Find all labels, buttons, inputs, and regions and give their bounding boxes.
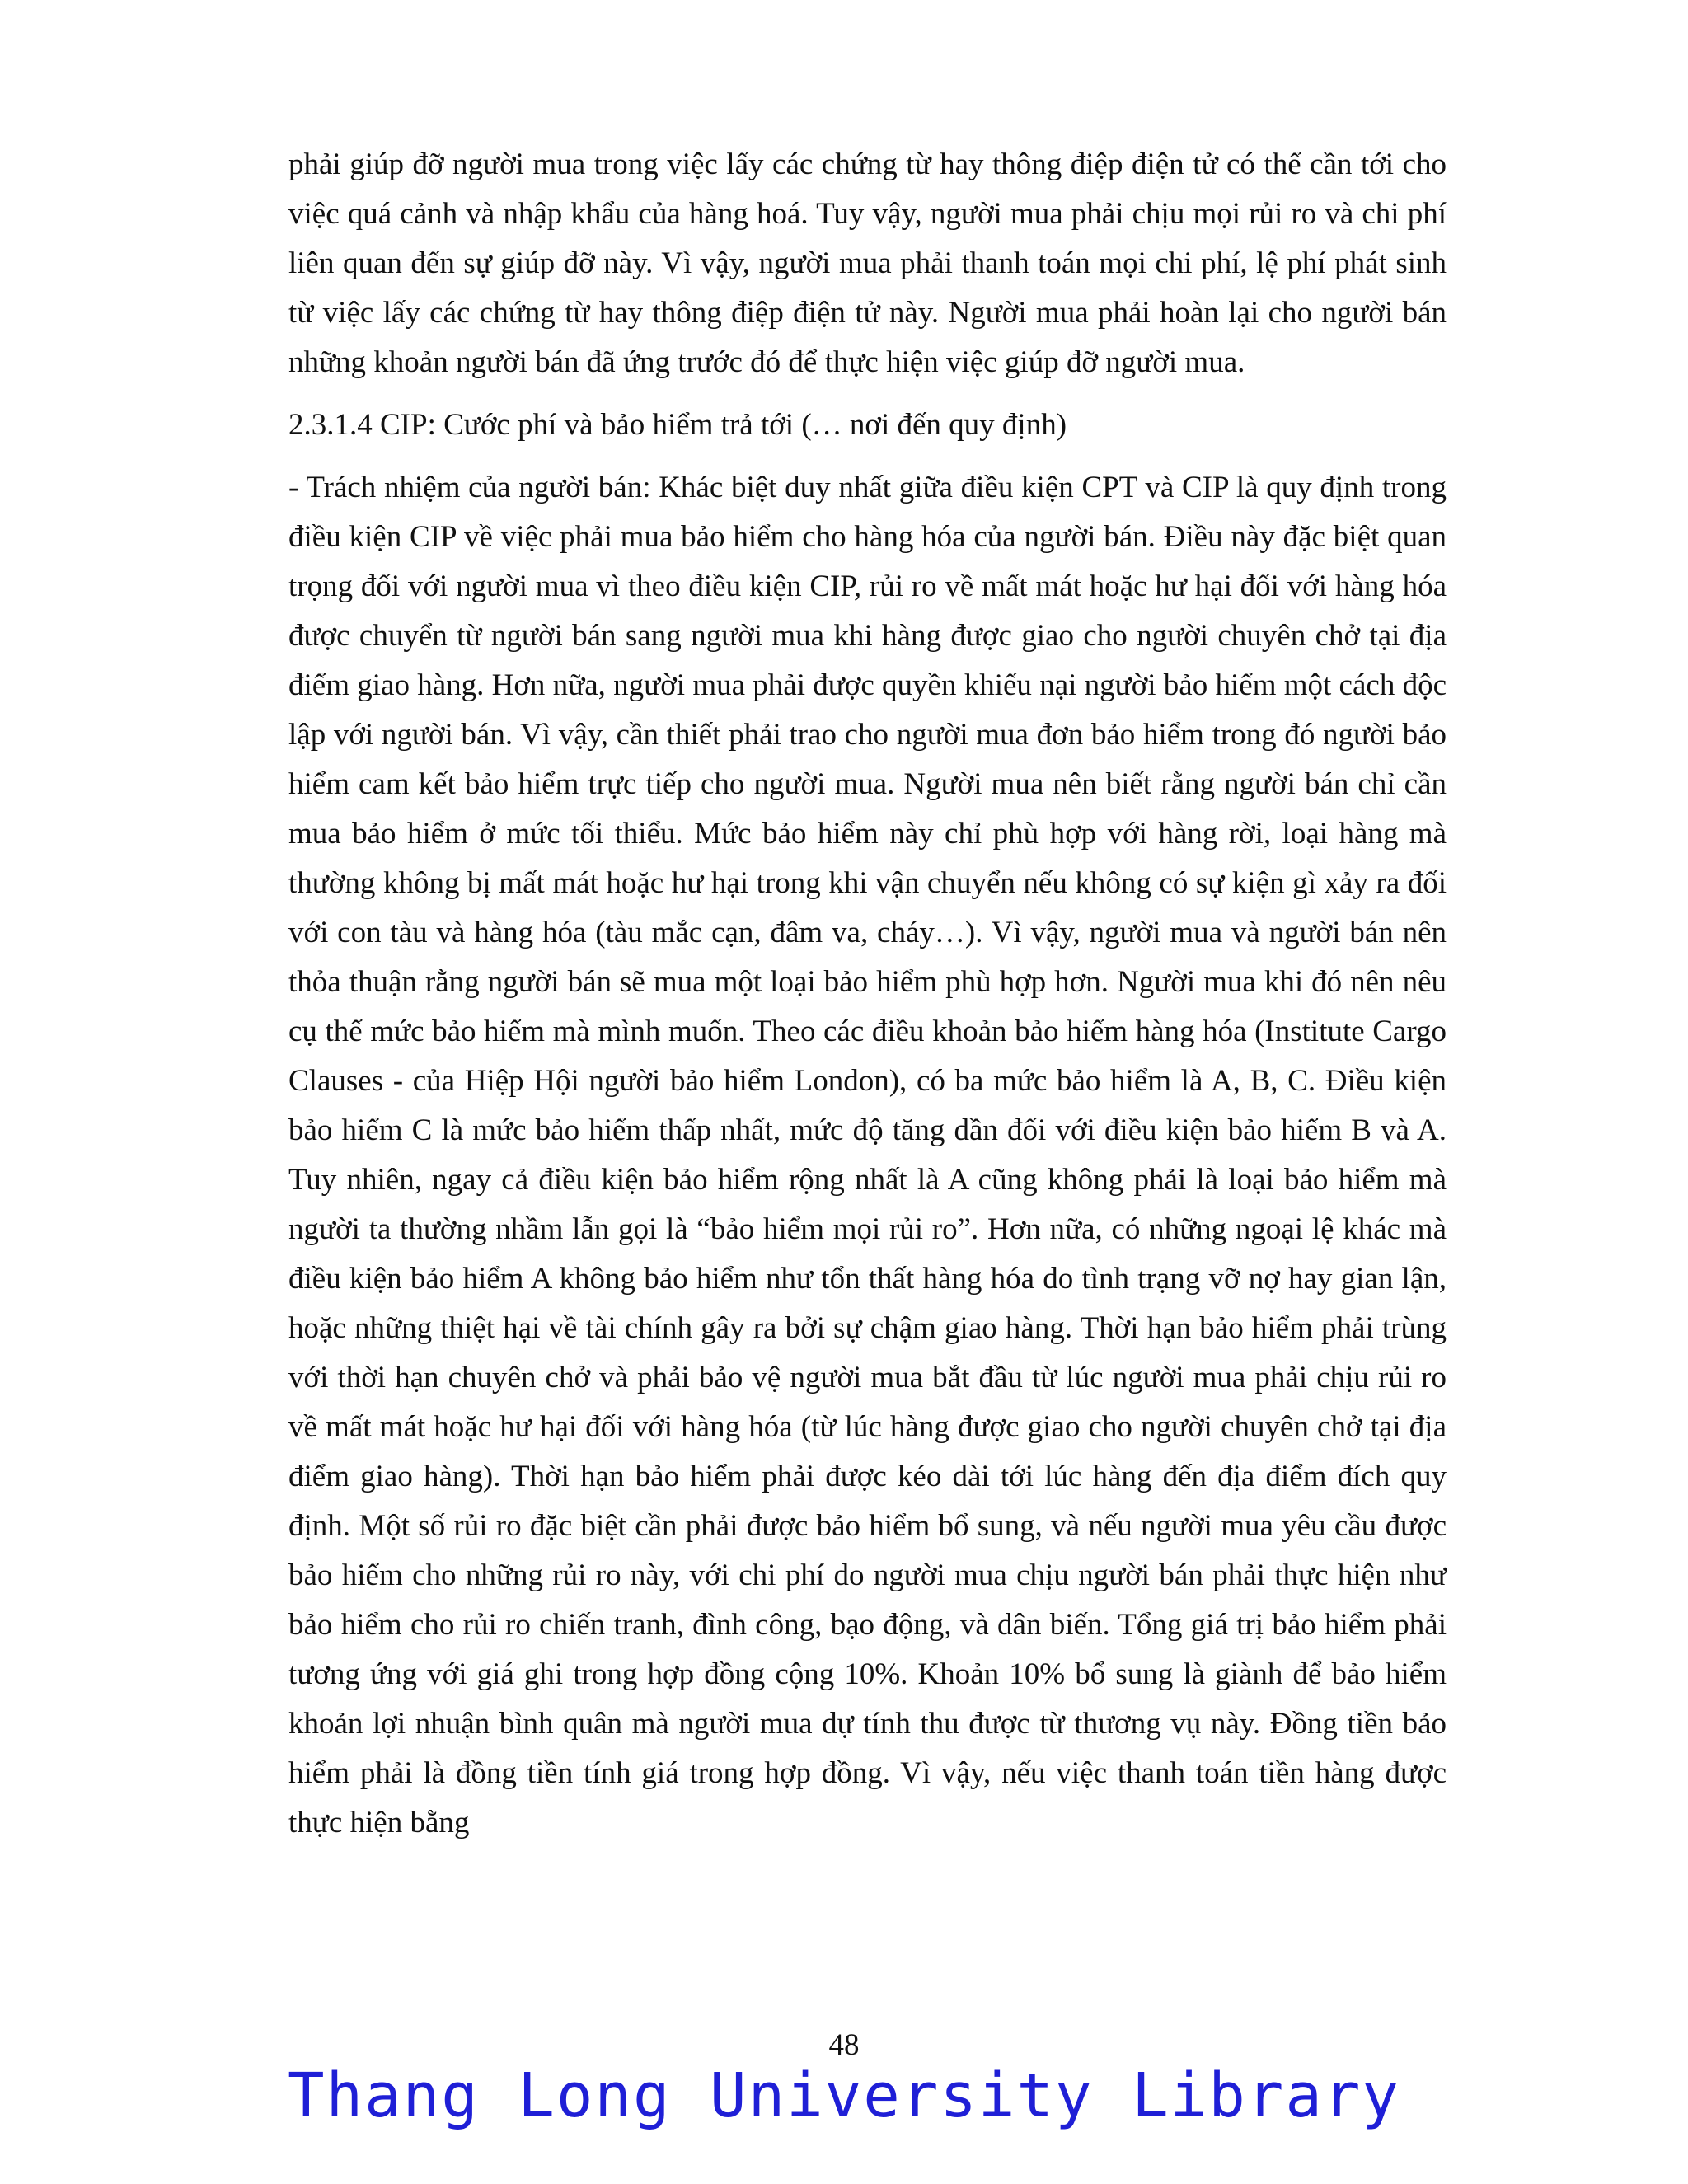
document-body [288, 140, 1447, 1861]
section-heading: 2.3.1.4 CIP: Cước phí và bảo hiểm trả tới (… nơi đến quy định) [288, 408, 1067, 442]
paragraph-seller-responsibility: - Trách nhiệm của người bán: Khác biệt duy nhất giữa điều kiện CPT và CIP là quy định trong điều kiện CIP về việc phải mua bảo hiểm cho hàng hóa của người bán. Điều này đặc biệt quan trọng đối với người mua vì theo điều kiện CIP, rủi ro về mất mát hoặc hư hại đối với hàng hóa được chuyển từ người bán sang người mua khi hàng được giao cho người chuyên chở tại địa điểm giao hàng. Hơn nữa, người mua phải được quyền khiếu nại người bảo hiểm một cách độc lập với người bán. Vì vậy, cần thiết phải trao cho người mua đơn bảo hiểm trong đó người bảo hiểm cam kết bảo hiểm trực tiếp cho người mua. Người mua nên biết rằng người bán chỉ cần mua bảo hiểm ở mức tối thiểu. Mức bảo hiểm này chỉ phù hợp với hàng rời, loại hàng mà thường không bị mất mát hoặc hư hại trong khi vận chuyển nếu không có sự kiện gì xảy ra đối với con tàu và hàng hóa (tàu mắc cạn, đâm va, cháy…). Vì vậy, người mua và người bán nên thỏa thuận rằng người bán sẽ mua một loại bảo hiểm phù hợp hơn. Người mua khi đó nên nêu cụ thể mức bảo hiểm mà mình muốn. Theo các điều khoản bảo hiểm hàng hóa (Institute Cargo Clauses - của Hiệp Hội người bảo hiểm London), có ba mức bảo hiểm là A, B, C. Điều kiện bảo hiểm C là mức bảo hiểm thấp nhất, mức độ tăng dần đối với điều kiện bảo hiểm B và A. Tuy nhiên, ngay cả điều kiện bảo hiểm rộng nhất là A cũng không phải là loại bảo hiểm mà người ta thường nhầm lẫn gọi là “bảo hiểm mọi rủi ro”. Hơn nữa, có những ngoại lệ khác mà điều kiện bảo hiểm A không bảo hiểm như tổn thất hàng hóa do tình trạng vỡ nợ hay gian lận, hoặc những thiệt hại về tài chính gây ra bởi sự chậm giao hàng. Thời hạn bảo hiểm phải trùng với thời hạn chuyên chở và phải bảo vệ người mua bắt đầu từ lúc người mua phải chịu rủi ro về mất mát hoặc hư hại đối với hàng hóa (từ lúc hàng được giao cho người chuyên chở tại địa điểm giao hàng). Thời hạn bảo hiểm phải được kéo dài tới lúc hàng đến địa điểm đích quy định. Một số rủi ro đặc biệt cần phải được bảo hiểm bổ sung, và nếu người mua yêu cầu được bảo hiểm cho những rủi ro này, với chi phí do người mua chịu người bán phải thực hiện như bảo hiểm cho rủi ro chiến tranh, đình công, bạo động, và dân biến. Tổng giá trị bảo hiểm phải tương ứng với giá ghi trong hợp đồng cộng 10%. Khoản 10% bổ sung là giành để bảo hiểm khoản lợi nhuận bình quân mà người mua dự tính thu được từ thương vụ này. Đồng tiền bảo hiểm phải là đồng tiền tính giá trong hợp đồng. Vì vậy, nếu việc thanh toán tiền hàng được thực hiện bằng [288, 471, 1447, 1840]
page-number: 48 [828, 2028, 860, 2062]
library-watermark: Thang Long University Library [287, 2060, 1400, 2131]
paragraph-continuation: phải giúp đỡ người mua trong việc lấy các chứng từ hay thông điệp điện tử có thể cần tới cho việc quá cảnh và nhập khẩu của hàng hoá. Tuy vậy, người mua phải chịu mọi rủi ro và chi phí liên quan đến sự giúp đỡ này. Vì vậy, người mua phải thanh toán mọi chi phí, lệ phí phát sinh từ việc lấy các chứng từ hay thông điệp điện tử này. Người mua phải hoàn lại cho người bán những khoản người bán đã ứng trước đó để thực hiện việc giúp đỡ người mua. [288, 148, 1447, 379]
